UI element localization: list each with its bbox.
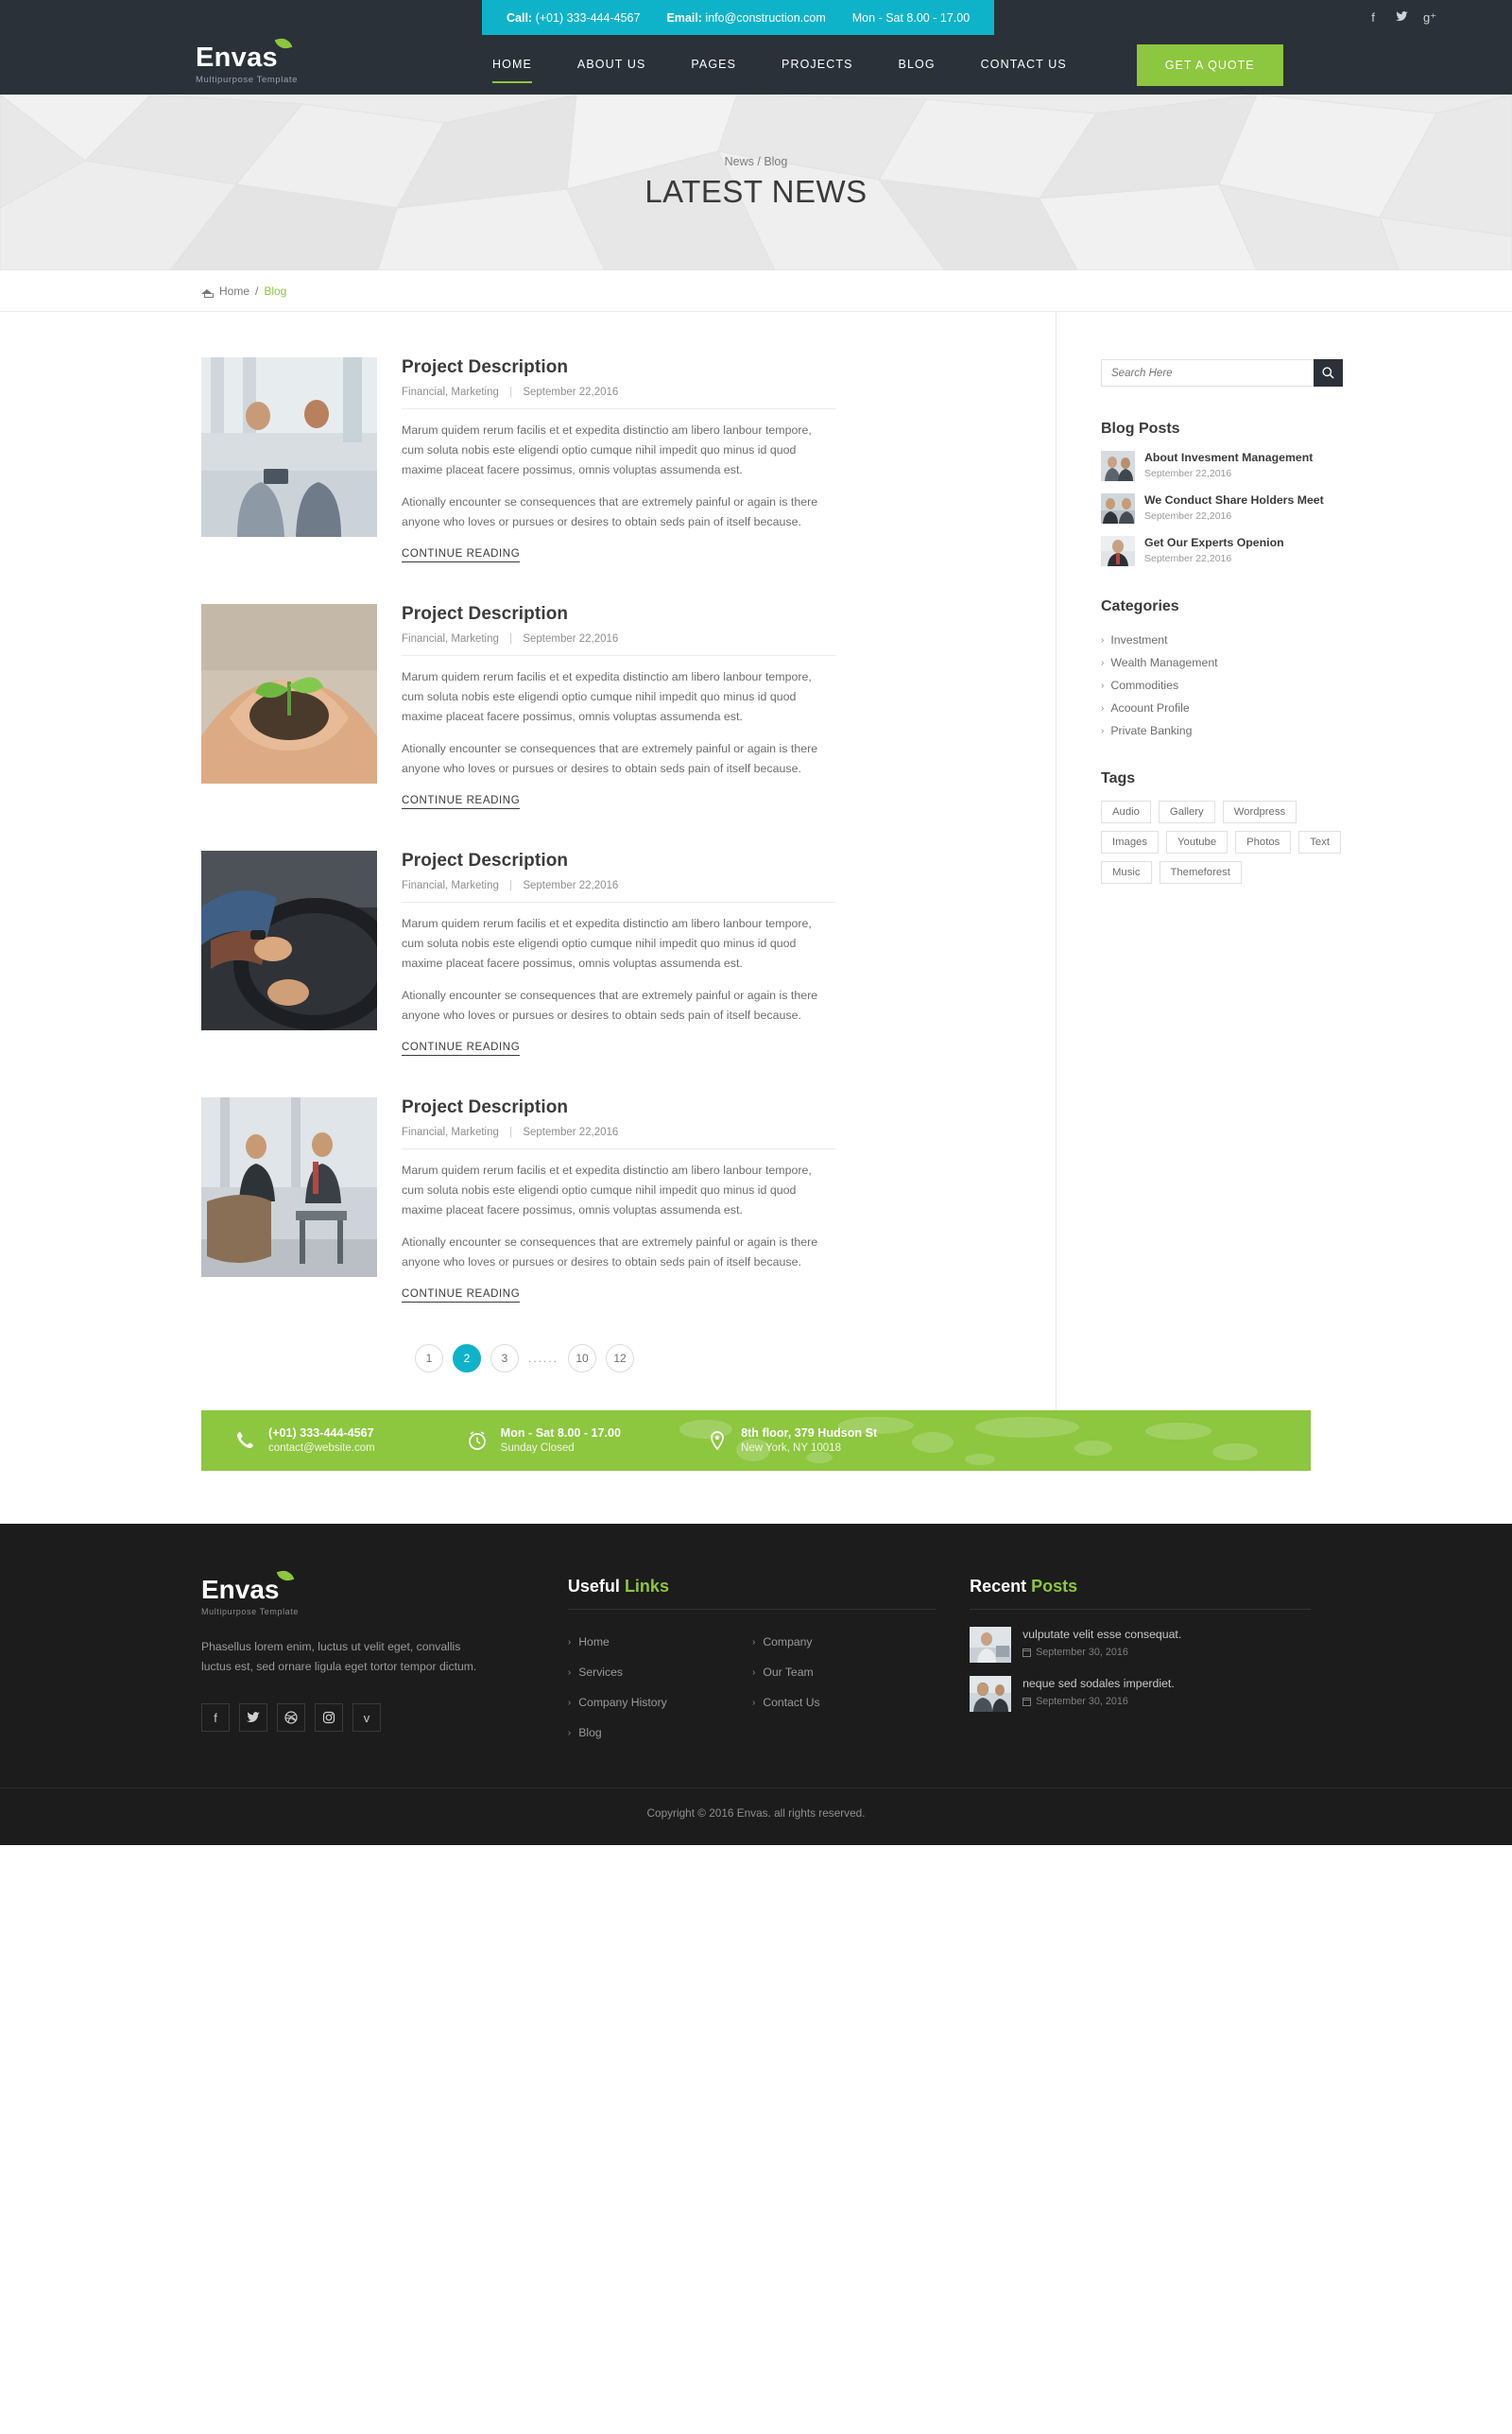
footer-description: Phasellus lorem enim, luctus ut velit eget, convallis luctus est, sed ornare ligula eget tortor tempor dictum. [201, 1640, 477, 1673]
nav-item-about-us[interactable]: ABOUT US [576, 58, 646, 71]
post-title[interactable]: Project Description [402, 604, 569, 624]
footer-link-contact-us[interactable] [752, 1687, 936, 1718]
chevron-right-icon: › [752, 1636, 756, 1648]
logo-name: Envas [196, 43, 278, 73]
band-address-block [706, 1425, 877, 1456]
office-worker-thumbnail-image [970, 1627, 1011, 1663]
post-paragraph-2: Ationally encounter se consequences that are extremely painful or again is there anyone who loves or pursues or desires to obtain seds pain of itself because. [402, 1235, 818, 1269]
people-thumbnail-image [1101, 451, 1135, 481]
hands-holding-seedling-image [201, 604, 377, 784]
top-bar-phone[interactable]: (+01) 333-444-4567 [535, 10, 641, 25]
blog-post [201, 1097, 1056, 1303]
continue-reading-link[interactable]: CONTINUE READING [402, 1288, 520, 1303]
tag-photos[interactable]: Photos [1235, 831, 1291, 854]
page-title: LATEST NEWS [644, 174, 868, 209]
category-label: Commodities [1110, 679, 1179, 692]
band-phone[interactable]: (+01) 333-444-4567 [268, 1426, 374, 1440]
sidebar-post-title: Get Our Experts Openion [1144, 536, 1284, 549]
post-category[interactable]: Financial, Marketing [402, 880, 499, 891]
blog-post-list [201, 312, 1057, 1410]
band-hours-block [466, 1425, 621, 1456]
category-label: Acoount Profile [1110, 701, 1190, 715]
footer-post-date-row [1022, 1647, 1181, 1658]
category-label: Wealth Management [1110, 656, 1218, 669]
sidebar-post-date: September 22,2016 [1144, 553, 1232, 564]
top-bar-email-value[interactable]: info@construction.com [705, 10, 826, 25]
post-category[interactable]: Financial, Marketing [402, 387, 499, 398]
category-item-account-profile[interactable] [1101, 697, 1384, 719]
top-bar-hours: Mon - Sat 8.00 - 17.00 [851, 10, 971, 25]
footer-links-column-right [752, 1627, 936, 1748]
sidebar-post-thumbnail [1101, 451, 1135, 481]
band-hours-sub: Sunday Closed [500, 1442, 575, 1454]
twitter-icon[interactable] [1395, 10, 1408, 25]
post-title[interactable]: Project Description [402, 851, 569, 871]
footer-recent-posts [970, 1577, 1311, 1748]
twitter-icon[interactable] [239, 1703, 267, 1732]
footer-useful-links [568, 1577, 936, 1748]
sidebar-blog-posts [1101, 421, 1384, 566]
post-paragraph-2: Ationally encounter se consequences that are extremely painful or again is there anyone who loves or pursues or desires to obtain seds pain of itself because. [402, 989, 818, 1022]
calendar-icon [1022, 1649, 1031, 1657]
facebook-icon[interactable]: f [1371, 10, 1375, 25]
main-nav [470, 35, 1090, 95]
sidebar-blog-post-item[interactable] [1101, 451, 1384, 481]
band-hours-main: Mon - Sat 8.00 - 17.00 [500, 1426, 622, 1440]
pagination-page-1[interactable]: 1 [415, 1344, 443, 1372]
contact-info-band [201, 1410, 1311, 1471]
search-icon [1322, 367, 1334, 379]
sidebar-categories [1101, 598, 1384, 742]
tag-text[interactable]: Text [1298, 831, 1341, 854]
copyright-text: Copyright © 2016 Envas. all rights reserved. [646, 1805, 866, 1820]
chevron-right-icon: › [1101, 702, 1105, 714]
dribbble-icon[interactable] [277, 1703, 305, 1732]
post-title[interactable]: Project Description [402, 357, 569, 377]
post-meta: Financial, Marketing | September 22,2016 [402, 880, 836, 903]
top-bar-left-spacer [0, 0, 482, 35]
post-paragraph-1: Marum quidem rerum facilis et et expedita distinctio am libero lanbour tempore, cum soluta nobis este eligendi optio cumque nihil impedit quo minus id quod maxime placeat facere possimus, omnis voluptas assumenda est. [402, 670, 812, 723]
category-item-investment[interactable] [1101, 629, 1384, 651]
chevron-right-icon: › [1101, 634, 1105, 646]
nav-item-contact-us[interactable]: CONTACT US [980, 58, 1067, 71]
post-meta: Financial, Marketing | September 22,2016 [402, 633, 836, 656]
category-item-wealth-management[interactable] [1101, 651, 1384, 674]
post-thumbnail-image[interactable] [201, 851, 377, 1030]
band-phone-block [233, 1425, 375, 1456]
post-paragraph-1: Marum quidem rerum facilis et et expedita distinctio am libero lanbour tempore, cum soluta nobis este eligendi optio cumque nihil impedit quo minus id quod maxime placeat facere possimus, omnis voluptas assumenda est. [402, 1164, 812, 1217]
pagination-page-3[interactable]: 3 [490, 1344, 519, 1372]
logo-tagline: Multipurpose Template [196, 75, 299, 85]
footer-about [201, 1577, 506, 1748]
footer-recent-heading-2: Posts [1031, 1577, 1078, 1596]
blog-post [201, 851, 1056, 1056]
search-button[interactable] [1314, 359, 1343, 387]
footer-links-column-left [568, 1627, 752, 1748]
chevron-right-icon: › [1101, 725, 1105, 736]
footer-post-thumbnail [970, 1627, 1011, 1663]
band-email[interactable]: contact@website.com [268, 1442, 375, 1454]
chevron-right-icon: › [567, 1636, 572, 1648]
post-title[interactable]: Project Description [402, 1097, 569, 1117]
breadcrumb-home[interactable]: Home [219, 284, 250, 298]
sidebar-blog-post-item[interactable] [1101, 536, 1384, 566]
sidebar-post-thumbnail [1101, 493, 1135, 524]
footer-post-title: vulputate velit esse consequat. [1022, 1628, 1182, 1641]
post-date: September 22,2016 [523, 633, 619, 645]
footer-link-company-history[interactable] [568, 1687, 752, 1718]
tag-music[interactable]: Music [1101, 861, 1152, 884]
post-paragraph-2: Ationally encounter se consequences that are extremely painful or again is there anyone who loves or pursues or desires to obtain seds pain of itself because. [402, 495, 818, 528]
post-thumbnail-image[interactable] [201, 604, 377, 784]
calendar-icon [1022, 1698, 1031, 1706]
chevron-right-icon: › [1101, 680, 1105, 691]
top-bar-email-label: Email: [666, 10, 702, 25]
sidebar-post-date: September 22,2016 [1144, 468, 1232, 479]
footer-post-date: September 30, 2016 [1036, 1647, 1128, 1658]
tag-list [1101, 801, 1347, 884]
driver-hands-on-steering-wheel-image [201, 851, 377, 1030]
pagination-page-2[interactable]: 2 [453, 1344, 481, 1372]
nav-item-blog[interactable]: BLOG [898, 58, 936, 71]
contact-info-band-wrapper [0, 1410, 1512, 1524]
site-header [0, 35, 1512, 95]
category-label: Private Banking [1110, 724, 1193, 737]
continue-reading-link[interactable]: CONTINUE READING [402, 548, 520, 562]
clock-icon [466, 1429, 489, 1452]
blog-post [201, 357, 1056, 562]
post-paragraph-1: Marum quidem rerum facilis et et expedita distinctio am libero lanbour tempore, cum soluta nobis este eligendi optio cumque nihil impedit quo minus id quod maxime placeat facere possimus, omnis voluptas assumenda est. [402, 423, 812, 476]
nav-item-home[interactable]: HOME [470, 35, 555, 95]
footer-link-label: Contact Us [763, 1696, 820, 1709]
blog-post [201, 604, 1056, 809]
footer-recent-heading [970, 1577, 1311, 1610]
post-date: September 22,2016 [523, 880, 619, 891]
footer-recent-post-item[interactable] [970, 1676, 1311, 1712]
footer-recent-post-item[interactable] [970, 1627, 1311, 1663]
band-address-main: 8th floor, 379 Hudson St [741, 1426, 878, 1440]
chevron-right-icon: › [752, 1697, 756, 1708]
location-pin-icon [706, 1429, 729, 1452]
meeting-thumbnail-image [970, 1676, 1011, 1712]
logo[interactable] [196, 44, 385, 85]
chevron-right-icon: › [1101, 657, 1105, 668]
post-date: September 22,2016 [523, 387, 619, 398]
footer-link-label: Company [763, 1635, 813, 1649]
sidebar-blog-post-item[interactable] [1101, 493, 1384, 524]
footer-link-label: Blog [578, 1726, 602, 1739]
footer-link-services[interactable] [568, 1657, 752, 1687]
breadcrumb-current: Blog [264, 284, 287, 298]
post-category[interactable]: Financial, Marketing [402, 1127, 499, 1138]
sidebar-blog-posts-title: Blog Posts [1101, 421, 1180, 437]
handshake-thumbnail-image [1101, 493, 1135, 524]
breadcrumb [201, 285, 286, 298]
breadcrumb-bar [0, 270, 1512, 312]
footer-recent-heading-1: Recent [970, 1577, 1027, 1596]
tag-gallery[interactable]: Gallery [1159, 801, 1215, 823]
sidebar-search [1101, 359, 1343, 387]
pagination [201, 1344, 848, 1372]
top-bar-call [507, 11, 640, 25]
band-address-sub: New York, NY 10018 [741, 1442, 841, 1454]
post-paragraph-2: Ationally encounter se consequences that are extremely painful or again is there anyone who loves or pursues or desires to obtain seds pain of itself because. [402, 742, 818, 775]
category-item-commodities[interactable] [1101, 674, 1384, 697]
vimeo-icon[interactable]: v [352, 1703, 381, 1732]
continue-reading-link[interactable]: CONTINUE READING [402, 795, 520, 809]
sidebar-post-date: September 22,2016 [1144, 510, 1232, 522]
home-icon [201, 285, 214, 297]
two-businessmen-in-chairs-image [201, 1097, 377, 1277]
sidebar-categories-title: Categories [1101, 598, 1179, 614]
sidebar [1101, 312, 1384, 1410]
top-bar [0, 0, 1512, 35]
chevron-right-icon: › [567, 1697, 572, 1708]
top-bar-email [666, 11, 825, 25]
tag-images[interactable]: Images [1101, 831, 1159, 854]
top-bar-social-list [994, 0, 1512, 35]
phone-icon [233, 1429, 256, 1452]
footer-logo-tagline: Multipurpose Template [201, 1607, 299, 1616]
two-businesswomen-meeting-image [201, 357, 377, 537]
tag-themeforest[interactable]: Themeforest [1160, 861, 1242, 884]
post-meta: Financial, Marketing | September 22,2016 [402, 1127, 836, 1149]
businessman-thumbnail-image [1101, 536, 1135, 566]
footer-links-heading-2: Links [624, 1577, 669, 1596]
top-bar-call-label: Call: [507, 10, 533, 25]
category-label: Investment [1110, 633, 1168, 647]
post-thumbnail-image[interactable] [201, 357, 377, 537]
footer-social-list [201, 1703, 506, 1732]
post-body [402, 357, 836, 562]
category-item-private-banking[interactable] [1101, 719, 1384, 742]
footer-link-home[interactable] [568, 1627, 752, 1657]
sidebar-post-thumbnail [1101, 536, 1135, 566]
chevron-right-icon: › [567, 1666, 572, 1678]
sidebar-tags-title: Tags [1101, 770, 1136, 786]
chevron-right-icon: › [567, 1727, 572, 1738]
instagram-icon[interactable] [315, 1703, 343, 1732]
footer-post-date-row [1022, 1696, 1175, 1707]
footer-link-company[interactable] [752, 1627, 936, 1657]
footer-link-label: Services [578, 1666, 623, 1679]
search-input[interactable] [1101, 359, 1314, 387]
get-a-quote-button[interactable]: GET A QUOTE [1137, 44, 1283, 86]
continue-reading-link[interactable]: CONTINUE READING [402, 1042, 520, 1056]
copyright-bar [0, 1787, 1512, 1837]
sidebar-post-title: About Invesment Management [1144, 451, 1314, 464]
footer-link-label: Home [578, 1635, 610, 1649]
footer-link-our-team[interactable] [752, 1657, 936, 1687]
page-hero [0, 95, 1512, 270]
tag-youtube[interactable]: Youtube [1166, 831, 1228, 854]
footer-post-thumbnail [970, 1676, 1011, 1712]
footer-link-label: Our Team [763, 1666, 814, 1679]
post-body [402, 1097, 836, 1303]
site-footer [0, 1524, 1512, 1845]
post-paragraph-1: Marum quidem rerum facilis et et expedita distinctio am libero lanbour tempore, cum soluta nobis este eligendi optio cumque nihil impedit quo minus id quod maxime placeat facere possimus, omnis voluptas assumenda est. [402, 917, 812, 970]
chevron-right-icon: › [752, 1666, 756, 1678]
tag-wordpress[interactable]: Wordpress [1223, 801, 1297, 823]
footer-links-heading-1: Useful [567, 1577, 620, 1596]
top-bar-contact-info [482, 0, 994, 35]
footer-links-heading [568, 1577, 936, 1610]
footer-post-title: neque sed sodales imperdiet. [1022, 1677, 1175, 1690]
post-thumbnail-image[interactable] [201, 1097, 377, 1277]
nav-item-projects[interactable]: PROJECTS [782, 58, 853, 71]
google-plus-icon[interactable]: g⁺ [1423, 9, 1437, 25]
sidebar-post-title: We Conduct Share Holders Meet [1144, 493, 1324, 507]
post-body [402, 604, 836, 809]
breadcrumb-separator: / [255, 284, 259, 298]
nav-item-pages[interactable]: PAGES [691, 58, 737, 71]
main-area [0, 312, 1512, 1410]
post-category[interactable]: Financial, Marketing [402, 633, 499, 645]
tag-audio[interactable]: Audio [1101, 801, 1151, 823]
footer-link-label: Company History [578, 1696, 667, 1709]
post-meta: Financial, Marketing | September 22,2016 [402, 387, 836, 409]
footer-logo-name: Envas [201, 1575, 280, 1604]
pagination-page-12[interactable]: 12 [606, 1344, 634, 1372]
sidebar-tags [1101, 770, 1384, 884]
facebook-icon[interactable]: f [201, 1703, 230, 1732]
footer-link-blog[interactable] [568, 1718, 752, 1748]
footer-post-date: September 30, 2016 [1036, 1696, 1128, 1707]
pagination-ellipsis: ...... [527, 1352, 558, 1365]
post-date: September 22,2016 [523, 1127, 619, 1138]
footer-logo[interactable] [201, 1577, 280, 1603]
pagination-page-10[interactable]: 10 [568, 1344, 596, 1372]
post-body [402, 851, 836, 1056]
hero-subtitle: News / Blog [724, 155, 788, 168]
